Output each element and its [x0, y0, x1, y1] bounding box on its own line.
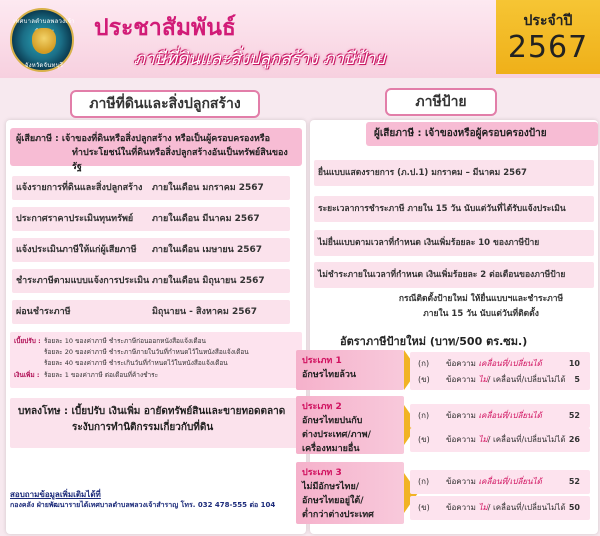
land-step [12, 300, 290, 324]
rate-desc-pre: ข้อความ [446, 411, 479, 420]
year-value: 2567 [507, 30, 589, 65]
land-step [12, 238, 290, 262]
sign-step: ยื่นแบบแสดงรายการ (ภ.ป.1) มกราคม – มีนาคม 2567 [314, 160, 594, 186]
sign-category-label [296, 462, 404, 524]
rate-price: 50 [568, 503, 580, 512]
contact-heading: สอบถามข้อมูลเพิ่มเติมได้ที่ [10, 490, 101, 499]
rate-price: 26 [568, 435, 580, 444]
sign-category-2 [296, 396, 404, 454]
rate-price: 52 [568, 411, 580, 420]
fine-line: ร้อยละ 20 ของค่าภาษี ชำระภาษีภายในวันที่กำหนดไว้ในหนังสือแจ้งเตือน [44, 348, 249, 356]
sign-category-desc: อักษรไทยล้วน [302, 370, 357, 380]
surcharge-line: ร้อยละ 1 ของค่าภาษี ต่อเดือนที่ค้างชำระ [44, 371, 159, 379]
logo-emblem-icon [32, 28, 56, 54]
page-subtitle: ภาษีที่ดินและสิ่งปลูกสร้าง ภาษีป้าย [134, 49, 386, 69]
land-taxpayer-line2: ทำประโยชน์ในที่ดินหรือสิ่งปลูกสร้างอันเป็นทรัพย์สินของรัฐ [72, 148, 288, 172]
rate-desc [446, 404, 542, 428]
year-label: ประจำปี [523, 13, 573, 29]
rate-desc-pre: ข้อความ [446, 435, 479, 444]
fine-line: ร้อยละ 40 ของค่าภาษี ชำระเกินวันที่กำหนดไว้ในหนังสือแจ้งเตือน [44, 359, 228, 367]
sign-tax-title: ภาษีป้าย [385, 88, 497, 116]
land-step-when: มิถุนายน - สิงหาคม 2567 [152, 307, 258, 317]
land-step [12, 207, 290, 231]
new-sign-note [368, 292, 594, 322]
rate-desc-move: เคลื่อนที่/เปลี่ยนได้ [478, 477, 542, 486]
new-sign-line1: กรณีติดตั้งป้ายใหม่ ให้ยื่นแบบฯและชำระภาษี [398, 294, 564, 304]
sign-category-label [296, 350, 404, 390]
rate-key: (ข) [418, 435, 430, 444]
penalty-line2: ระงับการทำนิติกรรมเกี่ยวกับที่ดิน [72, 422, 214, 433]
rate-desc [446, 428, 566, 452]
rate-desc-post: / เคลื่อนที่/เปลี่ยนไม่ได้ [487, 375, 566, 384]
rate-desc-pre: ข้อความ [446, 503, 479, 512]
fine-key: เบี้ยปรับ : [14, 337, 41, 345]
rate-desc-move: ไม่ [478, 375, 488, 384]
new-sign-line2: ภายใน 15 วัน นับแต่วันที่ติดตั้ง [423, 309, 539, 319]
sign-category-desc: ต่างประเทศ/ภาพ/ [302, 430, 371, 440]
rate-desc-move: เคลื่อนที่/เปลี่ยนได้ [478, 359, 542, 368]
sign-step: ไม่ยื่นแบบตามเวลาที่กำหนด เงินเพิ่มร้อยละ 10 ของภาษีป้าย [314, 230, 594, 256]
land-step-what: ประกาศราคาประเมินทุนทรัพย์ [16, 214, 134, 224]
sign-category-desc: ต่ำกว่าต่างประเทศ [302, 510, 374, 520]
logo-text-bottom: จังหวัดจันทบุรี [24, 62, 64, 69]
rate-key: (ก) [418, 359, 430, 368]
municipality-logo [10, 8, 74, 72]
rate-desc [446, 470, 542, 494]
sign-category-desc: ไม่มีอักษรไทย/ [302, 482, 360, 492]
sign-category-desc: อักษรไทยปนกับ [302, 416, 363, 426]
land-step-when: ภายในเดือน มีนาคม 2567 [152, 214, 260, 224]
sign-rate-row [410, 404, 590, 428]
land-tax-title: ภาษีที่ดินและสิ่งปลูกสร้าง [70, 90, 260, 118]
contact-details: กองคลัง ฝ่ายพัฒนารายได้เทศบาลตำบลพลวงเจ้าสำราญ โทร. 032 478-555 ต่อ 104 [10, 501, 276, 509]
rate-desc-post: / เคลื่อนที่/เปลี่ยนไม่ได้ [487, 503, 566, 512]
penalty-line1: บทลงโทษ : เบี้ยปรับ เงินเพิ่ม อายัดทรัพย์สินและขายทอดตลาด [18, 406, 286, 417]
land-taxpayer-box [10, 128, 302, 172]
fine-line: ร้อยละ 10 ของค่าภาษี ชำระภาษีก่อนออกหนังสือแจ้งเตือน [44, 337, 206, 345]
rate-desc-move: ไม่ [478, 435, 488, 444]
sign-rate-row [410, 370, 590, 390]
sign-category-3 [296, 462, 404, 524]
sign-taxpayer-box: ผู้เสียภาษี : เจ้าของหรือผู้ครอบครองป้าย [366, 122, 598, 146]
logo-text-top: เทศบาลตำบลพลวงเจ้า [13, 18, 75, 25]
rate-desc [446, 370, 566, 390]
land-step-when: ภายในเดือน มกราคม 2567 [152, 183, 264, 193]
rate-desc-move: ไม่ [478, 503, 488, 512]
sign-category-desc: อักษรไทยอยู่ใต้/ [302, 496, 364, 506]
land-step [12, 269, 290, 293]
rate-key: (ก) [418, 411, 430, 420]
land-step-what: ผ่อนชำระภาษี [16, 307, 71, 317]
land-step-when: ภายในเดือน เมษายน 2567 [152, 245, 263, 255]
land-taxpayer-line1: ผู้เสียภาษี : เจ้าของที่ดินหรือสิ่งปลูกสร้าง หรือเป็นผู้ครอบครองหรือ [16, 134, 271, 144]
sign-category-name: ประเภท 1 [302, 356, 342, 366]
sign-rate-row [410, 428, 590, 452]
land-step-what: ชำระภาษีตามแบบแจ้งการประเมิน [16, 276, 150, 286]
rate-key: (ก) [418, 477, 430, 486]
sign-category-1 [296, 350, 404, 390]
rate-key: (ข) [418, 375, 430, 384]
fine-notes-box [10, 332, 302, 388]
rate-desc [446, 496, 566, 520]
surcharge-key: เงินเพิ่ม : [14, 371, 40, 379]
sign-rate-title: อัตราภาษีป้ายใหม่ (บาท/500 ตร.ซม.) [340, 335, 528, 348]
sign-category-name: ประเภท 3 [302, 468, 342, 478]
rate-desc-post: / เคลื่อนที่/เปลี่ยนไม่ได้ [487, 435, 566, 444]
land-step [12, 176, 290, 200]
rate-desc-pre: ข้อความ [446, 359, 479, 368]
rate-desc-pre: ข้อความ [446, 375, 479, 384]
land-step-what: แจ้งประเมินภาษีให้แก่ผู้เสียภาษี [16, 245, 137, 255]
land-step-when: ภายในเดือน มิถุนายน 2567 [152, 276, 265, 286]
sign-rate-row [410, 470, 590, 494]
rate-price: 52 [568, 477, 580, 486]
sign-step: ระยะเวลาการชำระภาษี ภายใน 15 วัน นับแต่วันที่ได้รับแจ้งประเมิน [314, 196, 594, 222]
rate-key: (ข) [418, 503, 430, 512]
rate-desc-move: เคลื่อนที่/เปลี่ยนได้ [478, 411, 542, 420]
rate-price: 5 [574, 375, 580, 384]
rate-price: 10 [568, 359, 580, 368]
sign-category-name: ประเภท 2 [302, 402, 342, 412]
rate-desc-pre: ข้อความ [446, 477, 479, 486]
sign-category-desc: เครื่องหมายอื่น [302, 444, 360, 454]
penalty-box [10, 398, 302, 448]
sign-rate-row [410, 496, 590, 520]
sign-step: ไม่ชำระภายในเวลาที่กำหนด เงินเพิ่มร้อยละ 2 ต่อเดือนของภาษีป้าย [314, 262, 594, 288]
sign-category-label [296, 396, 404, 454]
year-badge [496, 0, 600, 74]
page-title: ประชาสัมพันธ์ [94, 15, 236, 41]
land-step-what: แจ้งรายการที่ดินและสิ่งปลูกสร้าง [16, 183, 143, 193]
